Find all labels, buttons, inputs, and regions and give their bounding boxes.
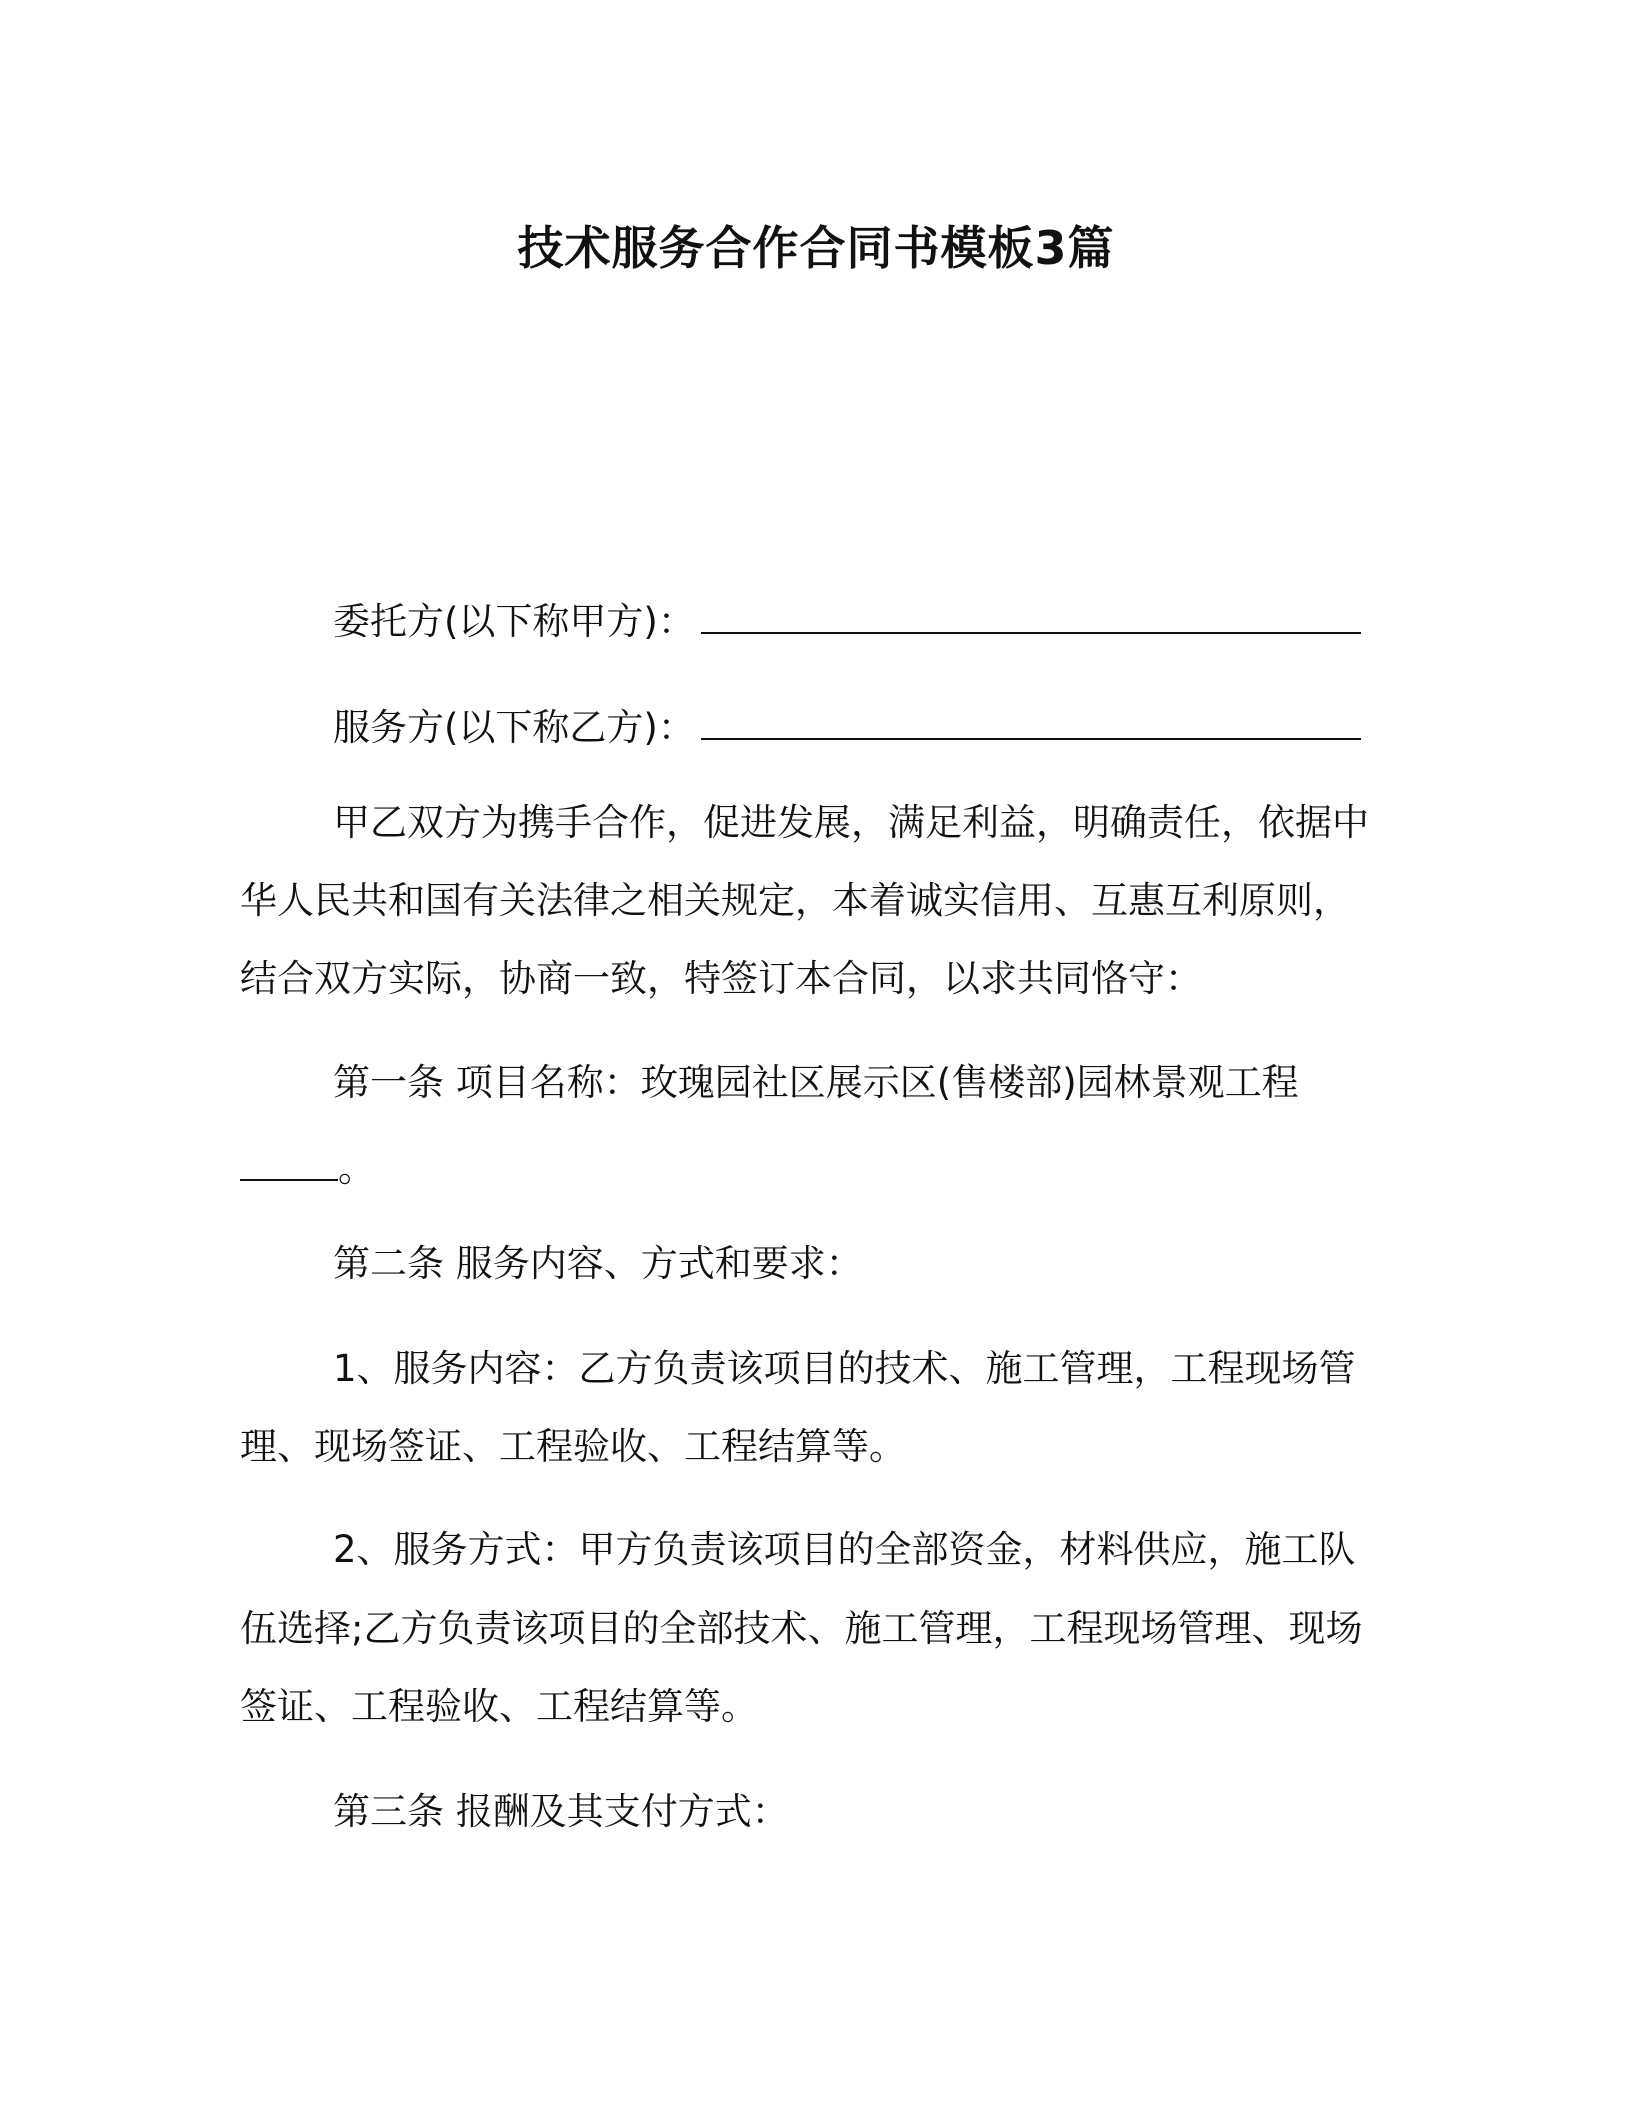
item2-line: 签证、工程验收、工程结算等。 (240, 1685, 758, 1728)
provider-line (333, 702, 1361, 754)
preamble-line: 甲乙双方为携手合作，促进发展，满足利益，明确责任，依据中 (333, 801, 1369, 844)
article3-heading: 第三条 报酬及其支付方式： (333, 1790, 789, 1833)
item2-line: 伍选择;乙方负责该项目的全部技术、施工管理，工程现场管理、现场 (240, 1607, 1363, 1650)
item2-line: 2、服务方式：甲方负责该项目的全部资金，材料供应，施工队 (333, 1528, 1356, 1571)
client-label: 委托方(以下称甲方)： (333, 600, 695, 643)
project-blank (240, 1178, 338, 1181)
client-blank (701, 631, 1361, 634)
preamble-line: 结合双方实际，协商一致，特签订本合同，以求共同恪守： (240, 957, 1202, 1000)
document-title: 技术服务合作合同书模板3篇 (517, 221, 1115, 275)
item1-line: 理、现场签证、工程验收、工程结算等。 (240, 1425, 906, 1468)
article1-suffix: 。 (338, 1147, 375, 1190)
item1-line: 1、服务内容：乙方负责该项目的技术、施工管理，工程现场管 (333, 1347, 1356, 1390)
article2-heading: 第二条 服务内容、方式和要求： (333, 1242, 863, 1285)
article1-continuation (240, 1143, 375, 1195)
provider-label: 服务方(以下称乙方)： (333, 706, 695, 749)
preamble-line: 华人民共和国有关法律之相关规定，本着诚实信用、互惠互利原则， (240, 879, 1350, 922)
provider-blank (701, 737, 1361, 740)
client-line (333, 596, 1361, 648)
article1-line: 第一条 项目名称：玫瑰园社区展示区(售楼部)园林景观工程 (333, 1061, 1299, 1104)
